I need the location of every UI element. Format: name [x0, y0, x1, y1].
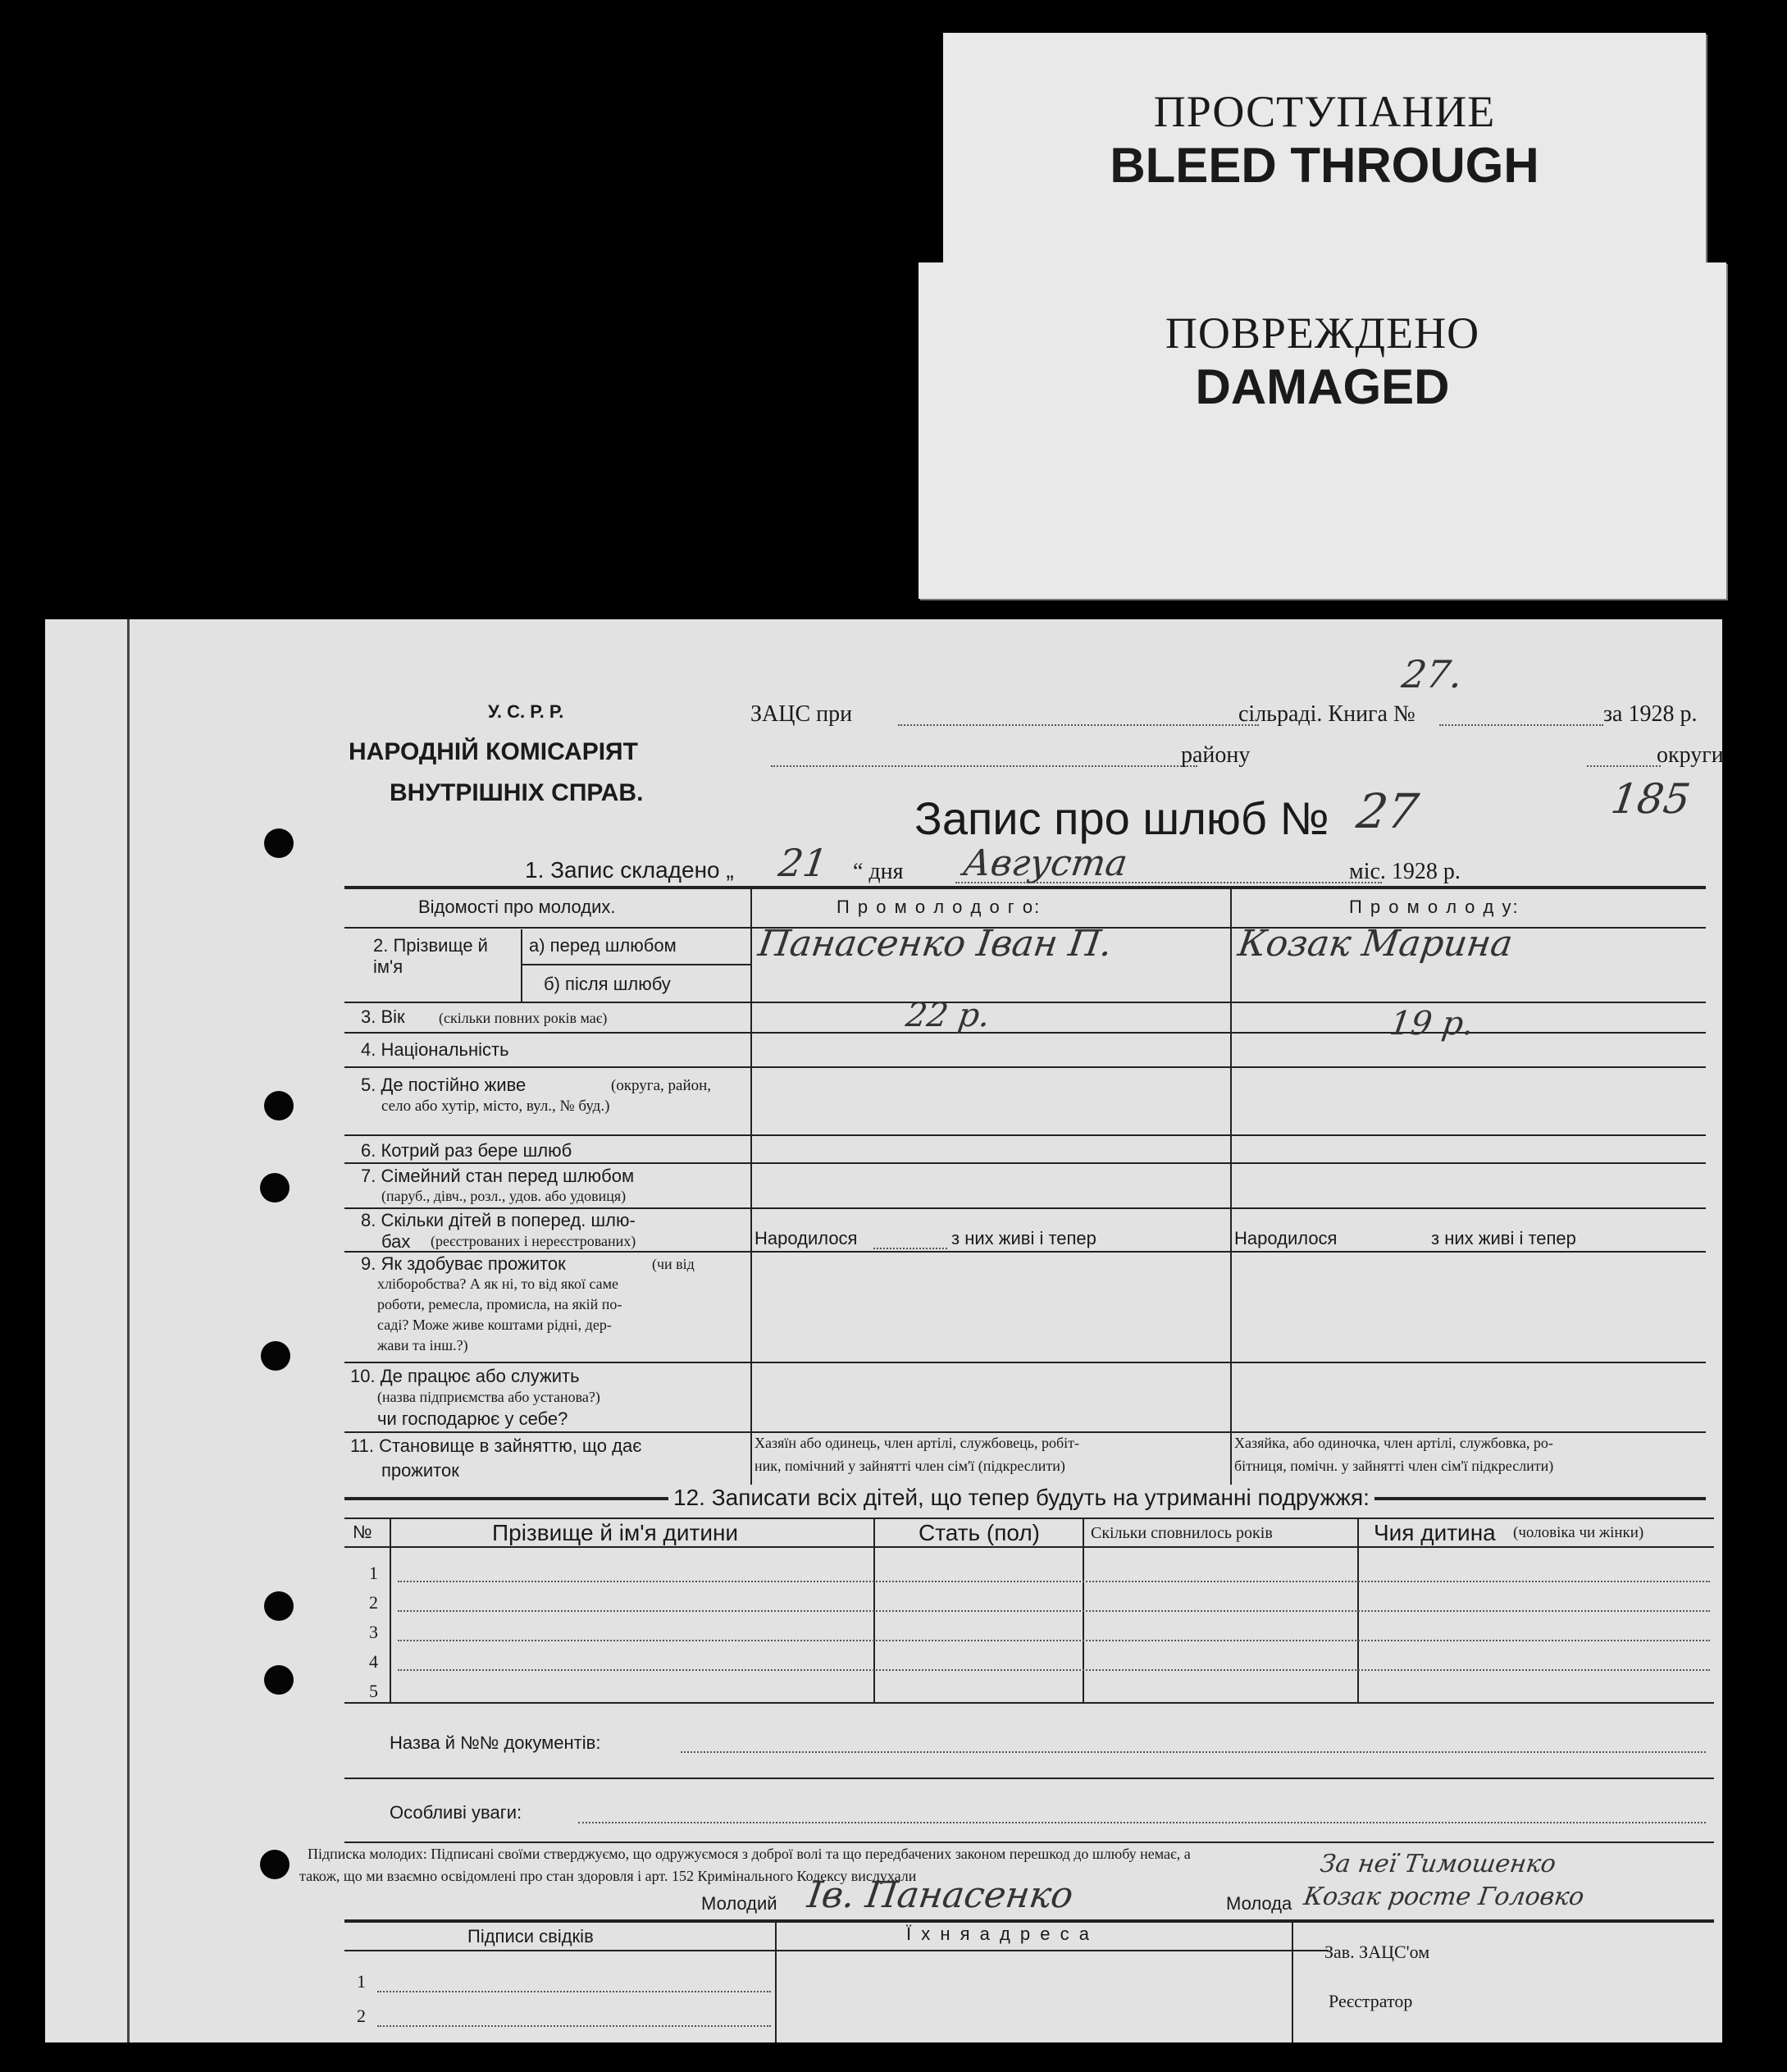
docs-rule	[344, 1778, 1714, 1779]
documents-label: Назва й №№ документів:	[390, 1732, 601, 1753]
groom-name-handwritten: Панасенко Іван П.	[755, 923, 1115, 965]
row-rule	[344, 1431, 1706, 1433]
marriage-record-form	[45, 619, 1722, 2042]
corner-number-handwritten: 185	[1607, 775, 1694, 823]
bride-signature-handwritten: За неї Тимошенко	[1318, 1850, 1558, 1878]
commissariat-line-2: ВНУТРІШНІХ СПРАВ.	[390, 779, 644, 806]
commissariat-line-1: НАРОДНІЙ КОМІСАРІЯТ	[349, 738, 638, 765]
witness-col-sign: Підписи свідків	[467, 1926, 594, 1946]
row-6-label: 6. Котрий раз бере шлюб	[361, 1140, 572, 1161]
table-top-rule	[344, 886, 1706, 889]
row-rule	[344, 1066, 1706, 1068]
row-9-sub-4: саді? Може живе коштами рідні, дер-	[377, 1317, 612, 1333]
col-divider-2	[1230, 886, 1232, 1499]
row-10-label: 10. Де працює або служить	[350, 1366, 580, 1386]
record-month-suffix: міс. 1928 р.	[1349, 859, 1461, 884]
row-3-label: 3. Вік	[361, 1006, 405, 1027]
notes-label: Особливі уваги:	[390, 1802, 522, 1823]
punch-hole	[264, 1091, 294, 1120]
children-col-divider	[390, 1517, 391, 1702]
bride-name-handwritten: Козак Марина	[1235, 923, 1516, 965]
row-rule	[344, 1207, 1706, 1209]
bride-children-born: Народилося	[1234, 1228, 1338, 1248]
punch-hole	[260, 1850, 289, 1879]
witness-line	[377, 1991, 771, 1992]
witness-row-number: 2	[357, 2006, 366, 2026]
notes-field	[578, 1822, 1706, 1823]
children-row-number: 2	[369, 1592, 378, 1613]
groom-signature-handwritten: Ів. Панасенко	[805, 1874, 1076, 1916]
bride-children-alive: з них живі і тепер	[1431, 1228, 1576, 1248]
row-9-sub-3: роботи, ремесла, промисла, на якій по-	[377, 1296, 622, 1312]
row-8-sub: (реєстрованих і нереєстрованих)	[431, 1233, 636, 1249]
silradi-label: сільраді. Книга №	[1238, 701, 1415, 727]
row-7-sub: (паруб., дівч., розл., удов. або удовиця)	[381, 1188, 627, 1204]
row-rule	[344, 1162, 1706, 1164]
row-rule	[344, 1362, 1706, 1363]
row-9-sub-2: хліборобства? А як ні, то від якої саме	[377, 1276, 619, 1292]
col-header-groom: П р о м о л о д о г о:	[837, 897, 1042, 917]
damaged-notice-ru: ПОВРЕЖДЕНО	[1165, 308, 1480, 358]
children-row-line	[398, 1669, 1710, 1671]
row-rule	[344, 1251, 1706, 1253]
row-2a-label: а) перед шлюбом	[529, 935, 677, 956]
registrar-label: Реєстратор	[1329, 1991, 1413, 2011]
row-5-sub-2: село або хутір, місто, вул., № буд.)	[381, 1098, 610, 1115]
bride-occupation-options-2: бітниця, помічн. у зайнятті член сім'ї підкреслити)	[1234, 1458, 1554, 1474]
row-9-label: 9. Як здобуває прожиток	[361, 1253, 566, 1274]
record-day-suffix: “ дня	[853, 859, 904, 884]
punch-hole	[264, 1591, 294, 1621]
col-header-info: Відомості про молодих.	[418, 897, 616, 917]
row-11-label: 11. Становище в зайняттю, що дає	[350, 1435, 642, 1456]
children-col-no: №	[353, 1522, 372, 1542]
record-day-handwritten: 21	[776, 841, 831, 885]
row-4-label: 4. Національність	[361, 1039, 509, 1060]
punch-hole	[261, 1341, 290, 1371]
witness-col-address: Ї х н я а д р е с а	[906, 1924, 1092, 1944]
children-col-sex: Стать (пол)	[919, 1520, 1040, 1545]
row-2b-label: б) після шлюбу	[544, 974, 671, 994]
bleed-notice-en: BLEED THROUGH	[1110, 138, 1539, 193]
children-col-name: Прізвище й ім'я дитини	[492, 1520, 739, 1545]
book-number-handwritten: 27.	[1399, 652, 1466, 696]
col-header-bride: П р о м о л о д у:	[1349, 897, 1520, 917]
republic-label: У. С. Р. Р.	[488, 701, 564, 722]
groom-signature-label: Молодий	[701, 1893, 777, 1914]
row-rule	[344, 1134, 1706, 1136]
children-section-title: 12. Записати всіх дітей, що тепер будуть на утриманні подружжя:	[668, 1485, 1374, 1511]
bride-signature-handwritten-2: Козак росте Головко	[1302, 1883, 1586, 1911]
witness-rule	[344, 1950, 1329, 1951]
children-row-line	[398, 1581, 1710, 1582]
groom-children-born: Народилося	[754, 1228, 858, 1248]
children-col-age: Скільки сповнилось років	[1091, 1524, 1273, 1542]
record-date-label: 1. Запис складено „	[525, 857, 734, 883]
damaged-notice	[919, 262, 1726, 599]
row-9-sub-5: жави та інш.?)	[377, 1337, 468, 1353]
documents-field	[681, 1751, 1706, 1753]
row-8-label-2: бах	[381, 1231, 411, 1252]
children-row-number: 3	[369, 1622, 378, 1642]
groom-occupation-options-2: ник, помічний у зайнятті член сім'ї (підкреслити)	[754, 1458, 1065, 1474]
raion-label: району	[1181, 742, 1251, 768]
row-rule	[344, 1032, 1706, 1034]
notes-rule	[344, 1842, 1714, 1843]
groom-age-handwritten: 22 р.	[903, 997, 993, 1034]
row-2-label: 2. Прізвище й ім'я	[373, 935, 488, 977]
witness-line	[377, 2025, 771, 2027]
children-rule	[344, 1517, 1714, 1519]
children-col-whose-sub: (чоловіка чи жінки)	[1513, 1524, 1644, 1541]
okruha-field	[1587, 765, 1661, 767]
bleed-through-notice	[943, 33, 1706, 295]
bride-signature-label: Молода	[1226, 1893, 1292, 1914]
head-of-zags-label: Зав. ЗАЦС'ом	[1324, 1942, 1430, 1962]
children-row-number: 4	[369, 1651, 378, 1672]
record-month-handwritten: Августа	[960, 842, 1130, 884]
punch-hole	[264, 828, 294, 858]
signature-rule	[344, 1919, 1714, 1923]
book-field	[1439, 724, 1603, 726]
month-field	[955, 882, 1382, 883]
children-row-line	[398, 1610, 1710, 1612]
raion-field	[771, 765, 1197, 767]
consent-text-2: також, що ми взаємно освідомлені про стан здоровля і арт. 152 Кримінального Кодексу вислухали	[299, 1868, 917, 1884]
children-row-number: 5	[369, 1681, 378, 1701]
row-10-label-2: чи господарює у себе?	[377, 1408, 568, 1429]
punch-hole	[264, 1665, 294, 1695]
row-rule	[344, 1002, 1706, 1003]
witness-col-divider	[1292, 1919, 1293, 2042]
witness-col-divider	[775, 1919, 777, 2042]
consent-text-1: Підписка молодих: Підписані своїми стверджуємо, що одружуємося з доброї волі та що передбачених законом перешкод до шлюбу немає, а	[308, 1846, 1191, 1862]
groom-born-field	[873, 1248, 947, 1249]
children-col-whose: Чия дитина	[1374, 1520, 1496, 1545]
row-5-sub-1: (округа, район,	[611, 1077, 712, 1094]
damaged-notice-en: DAMAGED	[1195, 359, 1450, 414]
witness-row-number: 1	[357, 1971, 366, 1992]
children-row-line	[398, 1640, 1710, 1641]
row-10-sub: (назва підприємства або установа?)	[377, 1389, 600, 1405]
row-11-label-2: прожиток	[381, 1460, 459, 1481]
row-8-label: 8. Скільки дітей в поперед. шлю-	[361, 1210, 636, 1230]
row-7-label: 7. Сімейний стан перед шлюбом	[361, 1166, 635, 1186]
year-label: за 1928 р.	[1603, 701, 1698, 727]
fold-line	[127, 619, 130, 2042]
children-rule	[344, 1702, 1714, 1704]
row-3-sub: (скільки повних років має)	[439, 1010, 608, 1026]
groom-occupation-options-1: Хазяїн або одинець, член артілі, службовець, робіт-	[754, 1435, 1079, 1451]
punch-hole	[260, 1173, 289, 1203]
groom-children-alive: з них живі і тепер	[951, 1228, 1096, 1248]
bleed-notice-ru: ПРОСТУПАНИЕ	[1153, 87, 1496, 136]
children-row-number: 1	[369, 1563, 378, 1583]
children-rule	[344, 1546, 1714, 1548]
col-divider-1	[750, 886, 752, 1499]
record-number-handwritten: 27	[1353, 783, 1422, 839]
bride-age-handwritten: 19 р.	[1387, 1005, 1477, 1043]
zags-field	[898, 724, 1259, 726]
bride-occupation-options-1: Хазяйка, або одиночка, член артілі, службовка, ро-	[1234, 1435, 1553, 1451]
row-5-label: 5. Де постійно живе	[361, 1075, 527, 1095]
row-rule	[521, 964, 750, 965]
form-title: Запис про шлюб №	[914, 792, 1329, 844]
okruha-label: округи	[1657, 742, 1724, 768]
zags-label: ЗАЦС при	[750, 701, 853, 727]
row2-sub-divider	[521, 929, 522, 1002]
row-9-sub-1: (чи від	[652, 1256, 695, 1272]
